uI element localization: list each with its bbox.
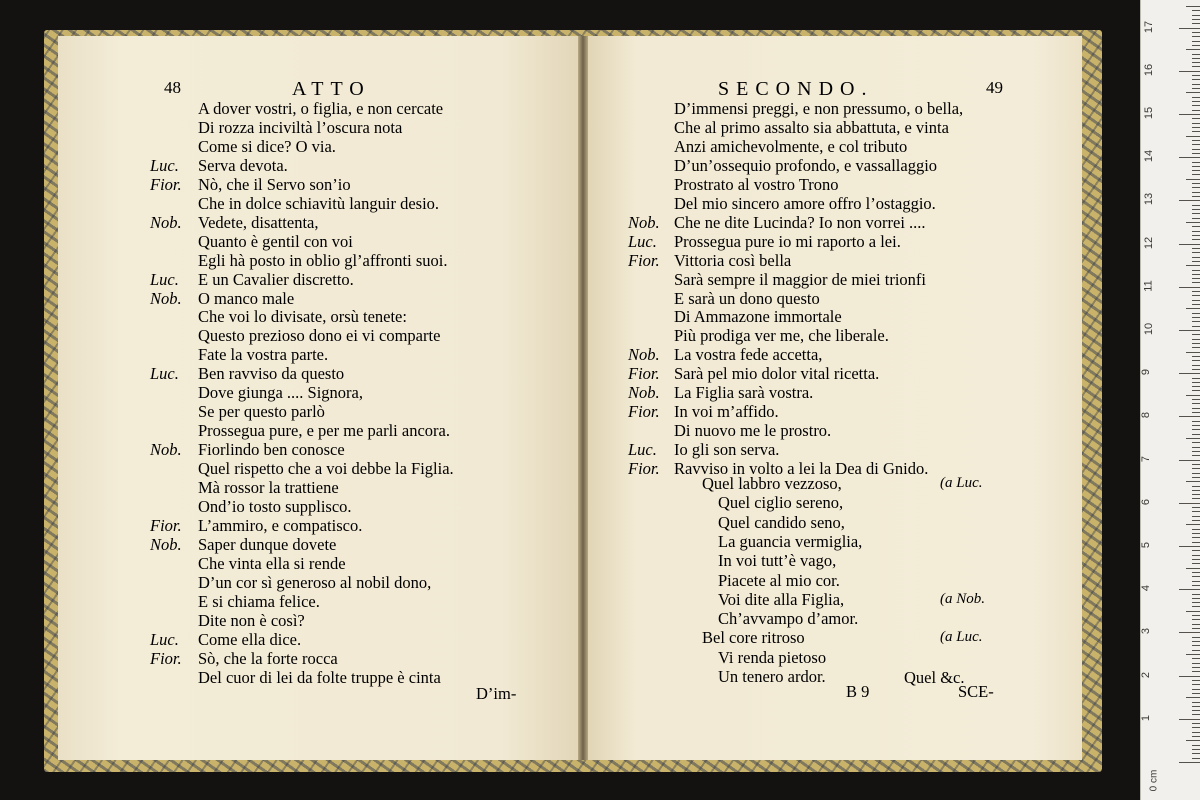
ruler-tick xyxy=(1186,179,1200,180)
ruler-tick xyxy=(1192,745,1200,746)
aria-line: Ch’avvampo d’amor. xyxy=(718,609,859,629)
ruler-tick xyxy=(1192,563,1200,564)
speaker-label: Fior. xyxy=(150,648,182,668)
ruler-tick xyxy=(1192,714,1200,715)
ruler-tick xyxy=(1192,667,1200,668)
stage-aside: (a Luc. xyxy=(940,475,983,491)
ruler-tick xyxy=(1192,619,1200,620)
ruler-tick xyxy=(1192,360,1200,361)
ruler-number: 10 xyxy=(1143,322,1156,336)
ruler-tick xyxy=(1192,442,1200,443)
ruler-tick xyxy=(1192,429,1200,430)
measuring-ruler xyxy=(1140,0,1200,800)
ruler-tick xyxy=(1192,408,1200,409)
ruler-tick xyxy=(1192,174,1200,175)
ruler-tick xyxy=(1179,460,1200,461)
aria-line: La guancia vermiglia, xyxy=(718,531,863,551)
verse-line: Egli hà posto in oblio gl’affronti suoi. xyxy=(198,250,448,270)
ruler-tick xyxy=(1192,680,1200,681)
ruler-tick xyxy=(1192,282,1200,283)
ruler-tick xyxy=(1192,382,1200,383)
ruler-tick xyxy=(1179,416,1200,417)
verse-line: Quanto è gentil con voi xyxy=(198,231,353,251)
ruler-tick xyxy=(1192,641,1200,642)
ruler-tick xyxy=(1192,58,1200,59)
ruler-tick xyxy=(1192,520,1200,521)
ruler-tick xyxy=(1192,36,1200,37)
ruler-tick xyxy=(1192,585,1200,586)
ruler-tick xyxy=(1179,28,1200,29)
ruler-tick xyxy=(1192,390,1200,391)
speaker-label: Fior. xyxy=(628,250,660,270)
verse-line: D’un cor sì generoso al nobil dono, xyxy=(198,572,432,592)
speaker-label: Luc. xyxy=(150,269,179,289)
verse-line: Ond’io tosto supplisco. xyxy=(198,496,352,516)
ruler-tick xyxy=(1192,166,1200,167)
ruler-tick xyxy=(1186,438,1200,439)
ruler-tick xyxy=(1179,719,1200,720)
ruler-number: 15 xyxy=(1143,106,1156,120)
verse-line: Di Ammazone immortale xyxy=(674,307,842,327)
ruler-tick xyxy=(1192,261,1200,262)
ruler-tick xyxy=(1192,576,1200,577)
ruler-tick xyxy=(1192,732,1200,733)
ruler-tick xyxy=(1192,257,1200,258)
ruler-number: 9 xyxy=(1140,369,1153,376)
ruler-tick xyxy=(1192,477,1200,478)
verse-line: Che in dolce schiavitù languir desio. xyxy=(198,193,440,213)
verse-line: A dover vostri, o figlia, e non cercate xyxy=(198,99,444,118)
ruler-tick xyxy=(1192,231,1200,232)
catchword-right: SCE- xyxy=(958,682,994,701)
verse-line: D’immensi preggi, e non pressumo, o bella, xyxy=(674,99,964,118)
ruler-tick xyxy=(1192,637,1200,638)
ruler-tick xyxy=(1192,144,1200,145)
ruler-number: 7 xyxy=(1140,455,1153,462)
ruler-tick xyxy=(1192,97,1200,98)
ruler-tick xyxy=(1186,222,1200,223)
ruler-tick xyxy=(1192,291,1200,292)
speaker-label: Nob. xyxy=(150,440,182,460)
verse-line: Che vinta ella si rende xyxy=(198,553,346,573)
ruler-tick xyxy=(1186,136,1200,137)
verse-line: Del cuor di lei da folte truppe è cinta xyxy=(198,667,441,687)
ruler-tick xyxy=(1192,54,1200,55)
ruler-number: 1 xyxy=(1140,714,1153,721)
ruler-tick xyxy=(1192,516,1200,517)
verse-line: Prossegua pure, e per me parli ancora. xyxy=(198,421,450,441)
ruler-tick xyxy=(1186,611,1200,612)
ruler-tick xyxy=(1192,304,1200,305)
ruler-tick xyxy=(1179,546,1200,547)
verse-line: Prostrato al vostro Trono xyxy=(674,174,839,194)
ruler-tick xyxy=(1192,326,1200,327)
ruler-number: 12 xyxy=(1143,236,1156,249)
verse-line: Che al primo assalto sia abbattuta, e vinta xyxy=(674,117,949,137)
catchword-left: D’im- xyxy=(476,684,517,703)
ruler-tick xyxy=(1192,356,1200,357)
ruler-tick xyxy=(1192,270,1200,271)
ruler-tick xyxy=(1192,226,1200,227)
ruler-tick xyxy=(1192,170,1200,171)
verse-line: Sarà sempre il maggior de miei trionfi xyxy=(674,269,927,289)
speaker-label: Luc. xyxy=(628,440,657,460)
speaker-label: Fior. xyxy=(628,364,660,384)
ruler-tick xyxy=(1192,317,1200,318)
ruler-tick xyxy=(1192,347,1200,348)
verse-line: Di rozza inciviltà l’oscura nota xyxy=(198,117,403,137)
verse-line: O manco male xyxy=(198,288,295,308)
ruler-tick xyxy=(1192,615,1200,616)
ruler-tick xyxy=(1192,187,1200,188)
verse-line: Saper dunque dovete xyxy=(198,534,337,554)
aria-line: Quel labbro vezzoso, xyxy=(702,474,842,493)
ruler-tick xyxy=(1192,663,1200,664)
ruler-tick xyxy=(1186,6,1200,7)
ruler-number: 16 xyxy=(1143,63,1156,76)
ruler-tick xyxy=(1192,15,1200,16)
ruler-tick xyxy=(1192,671,1200,672)
ruler-tick xyxy=(1192,624,1200,625)
ruler-tick xyxy=(1179,200,1200,201)
aria-line: Bel core ritroso xyxy=(702,628,805,648)
ruler-number: 17 xyxy=(1143,20,1156,33)
ruler-tick xyxy=(1192,650,1200,651)
verse-line: Che voi lo divisate, orsù tenete: xyxy=(198,307,407,327)
ruler-tick xyxy=(1192,710,1200,711)
ruler-tick xyxy=(1179,373,1200,374)
ruler-tick xyxy=(1192,127,1200,128)
ruler-tick xyxy=(1192,749,1200,750)
verse-line: E sarà un dono questo xyxy=(674,288,820,308)
ruler-tick xyxy=(1192,559,1200,560)
ruler-tick xyxy=(1192,274,1200,275)
verse-line: L’ammiro, e compatisco. xyxy=(198,515,363,535)
ruler-tick xyxy=(1192,79,1200,80)
ruler-tick xyxy=(1179,676,1200,677)
ruler-tick xyxy=(1192,278,1200,279)
verse-line: Di nuovo me le prostro. xyxy=(674,421,832,441)
ruler-tick xyxy=(1192,498,1200,499)
speaker-label: Fior. xyxy=(150,515,182,535)
ruler-tick xyxy=(1192,386,1200,387)
ruler-tick xyxy=(1186,740,1200,741)
ruler-tick xyxy=(1192,464,1200,465)
ruler-unit-label: 0 cm xyxy=(1148,769,1160,792)
aria-line: Vi renda pietoso xyxy=(718,647,827,667)
ruler-tick xyxy=(1192,529,1200,530)
running-head-right: SECONDO. xyxy=(718,78,874,100)
verse-line: Ben ravviso da questo xyxy=(198,364,345,384)
verse-line: Vittoria così bella xyxy=(674,250,792,270)
verse-line: Mà rossor la trattiene xyxy=(198,478,339,497)
ruler-tick xyxy=(1192,343,1200,344)
ruler-number: 14 xyxy=(1143,150,1156,163)
ruler-tick xyxy=(1186,395,1200,396)
ruler-tick xyxy=(1192,23,1200,24)
ruler-tick xyxy=(1192,594,1200,595)
ruler-tick xyxy=(1186,654,1200,655)
ruler-tick xyxy=(1192,602,1200,603)
verse-line: Fiorlindo ben conosce xyxy=(198,440,345,460)
ruler-tick xyxy=(1192,434,1200,435)
signature-mark: B 9 xyxy=(846,682,870,701)
ruler-tick xyxy=(1192,62,1200,63)
verse-line: La vostra fede accetta, xyxy=(674,345,823,365)
ruler-tick xyxy=(1192,490,1200,491)
speaker-label: Nob. xyxy=(150,534,182,554)
ruler-tick xyxy=(1192,192,1200,193)
speaker-label: Nob. xyxy=(628,383,660,403)
ruler-tick xyxy=(1192,45,1200,46)
ruler-tick xyxy=(1192,19,1200,20)
aria-line: Quel candido seno, xyxy=(718,512,845,532)
ruler-tick xyxy=(1192,542,1200,543)
ruler-tick xyxy=(1192,66,1200,67)
ruler-tick xyxy=(1179,632,1200,633)
ruler-tick xyxy=(1192,486,1200,487)
ruler-tick xyxy=(1179,244,1200,245)
ruler-tick xyxy=(1192,403,1200,404)
ruler-tick xyxy=(1192,339,1200,340)
ruler-tick xyxy=(1192,235,1200,236)
ruler-tick xyxy=(1192,451,1200,452)
verse-line: E si chiama felice. xyxy=(198,591,320,611)
aria-repeat-cue: Quel &c. xyxy=(904,668,965,687)
speaker-label: Fior. xyxy=(628,459,660,479)
ruler-tick xyxy=(1192,162,1200,163)
verse-line: Ravviso in volto a lei la Dea di Gnido. xyxy=(674,459,929,479)
ruler-tick xyxy=(1192,248,1200,249)
speaker-label: Nob. xyxy=(150,212,182,232)
verse-line: Più prodiga ver me, che liberale. xyxy=(674,326,889,346)
ruler-tick xyxy=(1179,287,1200,288)
verse-line: D’un’ossequio profondo, e vassallaggio xyxy=(674,155,938,175)
ruler-tick xyxy=(1192,723,1200,724)
ruler-tick xyxy=(1192,365,1200,366)
ruler-tick xyxy=(1192,213,1200,214)
verse-line: In voi m’affido. xyxy=(674,402,779,422)
ruler-number: 5 xyxy=(1140,541,1153,549)
book-gutter xyxy=(578,36,588,760)
ruler-tick xyxy=(1192,239,1200,240)
ruler-tick xyxy=(1192,727,1200,728)
ruler-tick xyxy=(1179,762,1200,763)
ruler-tick xyxy=(1192,84,1200,85)
ruler-tick xyxy=(1192,693,1200,694)
ruler-tick xyxy=(1192,209,1200,210)
ruler-tick xyxy=(1192,455,1200,456)
ruler-tick xyxy=(1192,295,1200,296)
ruler-tick xyxy=(1192,75,1200,76)
ruler-tick xyxy=(1192,110,1200,111)
ruler-tick xyxy=(1192,550,1200,551)
ruler-tick xyxy=(1186,697,1200,698)
ruler-tick xyxy=(1179,503,1200,504)
aria-line: Piacete al mio cor. xyxy=(718,570,840,590)
ruler-tick xyxy=(1186,524,1200,525)
ruler-tick xyxy=(1192,425,1200,426)
ruler-tick xyxy=(1192,321,1200,322)
ruler-tick xyxy=(1192,494,1200,495)
verse-line: Questo prezioso dono ei vi comparte xyxy=(198,326,441,346)
ruler-tick xyxy=(1192,32,1200,33)
ruler-tick xyxy=(1186,92,1200,93)
ruler-number: 3 xyxy=(1140,628,1153,635)
ruler-tick xyxy=(1186,352,1200,353)
ruler-tick xyxy=(1192,537,1200,538)
stage-aside: (a Luc. xyxy=(940,629,983,646)
aria-line: Quel ciglio sereno, xyxy=(718,493,844,513)
ruler-tick xyxy=(1192,702,1200,703)
ruler-tick xyxy=(1192,131,1200,132)
verse-line: Del mio sincero amore offro l’ostaggio. xyxy=(674,193,936,213)
ruler-tick xyxy=(1192,149,1200,150)
ruler-tick xyxy=(1192,101,1200,102)
ruler-tick xyxy=(1192,606,1200,607)
ruler-tick xyxy=(1192,447,1200,448)
ruler-tick xyxy=(1192,140,1200,141)
ruler-tick xyxy=(1192,313,1200,314)
ruler-tick xyxy=(1192,468,1200,469)
verse-line: E un Cavalier discretto. xyxy=(198,269,354,289)
ruler-tick xyxy=(1192,507,1200,508)
running-head-left: ATTO xyxy=(292,78,371,100)
ruler-tick xyxy=(1192,123,1200,124)
ruler-tick xyxy=(1192,378,1200,379)
ruler-tick xyxy=(1192,581,1200,582)
stage-aside: (a Nob. xyxy=(940,590,985,607)
ruler-tick xyxy=(1179,589,1200,590)
ruler-tick xyxy=(1179,157,1200,158)
ruler-number: 2 xyxy=(1140,671,1153,678)
verse-line: Come ella dice. xyxy=(198,629,302,649)
verse-line: Prossegua pure io mi raporto a lei. xyxy=(674,231,901,251)
verse-line: Io gli son serva. xyxy=(674,440,780,460)
verse-line: Nò, che il Servo son’io xyxy=(198,174,351,194)
ruler-tick xyxy=(1192,706,1200,707)
verse-line: Quel rispetto che a voi debbe la Figlia. xyxy=(198,459,454,479)
ruler-tick xyxy=(1192,105,1200,106)
ruler-tick xyxy=(1192,205,1200,206)
aria-line: Un tenero ardor. xyxy=(718,667,826,686)
ruler-tick xyxy=(1192,218,1200,219)
ruler-tick xyxy=(1192,555,1200,556)
page-number-left: 48 xyxy=(164,78,181,97)
ruler-tick xyxy=(1192,658,1200,659)
speaker-label: Nob. xyxy=(628,212,660,232)
ruler-tick xyxy=(1192,118,1200,119)
ruler-tick xyxy=(1186,481,1200,482)
ruler-tick xyxy=(1192,300,1200,301)
speaker-label: Nob. xyxy=(150,288,182,308)
ruler-tick xyxy=(1192,183,1200,184)
ruler-tick xyxy=(1192,412,1200,413)
verse-line: Sarà pel mio dolor vital ricetta. xyxy=(674,364,880,384)
ruler-tick xyxy=(1192,645,1200,646)
ruler-tick xyxy=(1179,71,1200,72)
ruler-number: 6 xyxy=(1140,498,1153,505)
ruler-tick xyxy=(1192,736,1200,737)
verse-line: Se per questo parlò xyxy=(198,402,325,422)
verse-line: La Figlia sarà vostra. xyxy=(674,383,814,403)
ruler-tick xyxy=(1186,308,1200,309)
ruler-tick xyxy=(1192,421,1200,422)
ruler-number: 4 xyxy=(1140,585,1153,592)
ruler-tick xyxy=(1186,568,1200,569)
speaker-label: Luc. xyxy=(150,629,179,649)
ruler-tick xyxy=(1192,598,1200,599)
ruler-tick xyxy=(1186,265,1200,266)
verse-line: Vedete, disattenta, xyxy=(198,212,319,232)
ruler-tick xyxy=(1192,684,1200,685)
verse-line: Che ne dite Lucinda? Io non vorrei .... xyxy=(674,212,926,232)
ruler-tick xyxy=(1192,252,1200,253)
ruler-tick xyxy=(1179,330,1200,331)
ruler-number: 8 xyxy=(1140,412,1153,419)
ruler-tick xyxy=(1192,689,1200,690)
ruler-tick xyxy=(1192,153,1200,154)
verse-line: Sò, che la forte rocca xyxy=(198,648,338,668)
ruler-tick xyxy=(1192,196,1200,197)
ruler-tick xyxy=(1192,753,1200,754)
speaker-label: Fior. xyxy=(628,402,660,422)
verse-line: Dite non è così? xyxy=(198,610,305,630)
verse-line: Fate la vostra parte. xyxy=(198,345,329,365)
speaker-label: Luc. xyxy=(628,231,657,251)
aria-line: In voi tutt’è vago, xyxy=(718,551,837,571)
ruler-tick xyxy=(1192,399,1200,400)
ruler-tick xyxy=(1192,533,1200,534)
ruler-tick xyxy=(1192,511,1200,512)
ruler-tick xyxy=(1192,628,1200,629)
ruler-tick xyxy=(1192,334,1200,335)
ruler-tick xyxy=(1192,473,1200,474)
ruler-tick xyxy=(1192,10,1200,11)
ruler-tick xyxy=(1192,369,1200,370)
page-number-right: 49 xyxy=(986,78,1003,97)
ruler-tick xyxy=(1179,114,1200,115)
verse-line: Serva devota. xyxy=(198,155,288,175)
speaker-label: Fior. xyxy=(150,174,182,194)
speaker-label: Luc. xyxy=(150,155,179,175)
speaker-label: Luc. xyxy=(150,364,179,384)
ruler-tick xyxy=(1192,41,1200,42)
ruler-tick xyxy=(1192,88,1200,89)
verse-line: Anzi amichevolmente, e col tributo xyxy=(674,136,908,156)
ruler-number: 13 xyxy=(1143,193,1156,206)
ruler-tick xyxy=(1192,572,1200,573)
ruler-tick xyxy=(1186,49,1200,50)
verse-line: Come si dice? O via. xyxy=(198,136,336,156)
ruler-number: 11 xyxy=(1142,280,1155,292)
verse-line: Dove giunga .... Signora, xyxy=(198,383,363,403)
speaker-label: Nob. xyxy=(628,345,660,365)
aria-line: Voi dite alla Figlia, xyxy=(718,589,845,609)
ruler-tick xyxy=(1192,758,1200,759)
